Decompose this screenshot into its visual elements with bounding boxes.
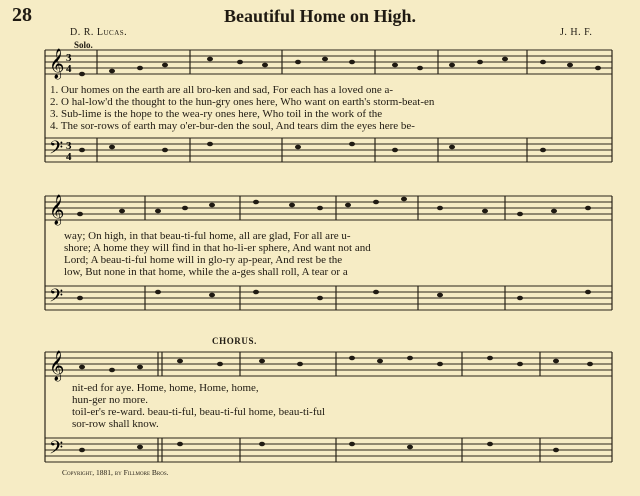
svg-text:𝄢: 𝄢 — [49, 138, 64, 163]
verse-3-line-2: Lord; A beau-ti-ful home will in glo-ry ap-pear, And rest be the — [64, 254, 343, 266]
svg-text:𝄢: 𝄢 — [49, 286, 64, 311]
verse-2-line-1: 2. O hal-low'd the thought to the hun-gry ones here, Who want on earth's storm-beat-en — [50, 96, 435, 108]
svg-text:𝄞: 𝄞 — [49, 351, 65, 381]
svg-text:3: 3 — [66, 52, 72, 64]
svg-text:4: 4 — [66, 63, 72, 75]
page-number: 28 — [12, 4, 32, 26]
verse-2-line-3: hun-ger no more. — [72, 394, 149, 406]
svg-text:3: 3 — [66, 140, 72, 152]
svg-text:𝄞: 𝄞 — [49, 49, 65, 79]
composer-credit: J. H. F. — [560, 27, 593, 38]
verse-4-line-1: 4. The sor-rows of earth may o'er-bur-den the soul, And tears dim the eyes here be- — [50, 120, 415, 132]
svg-text:4: 4 — [66, 151, 72, 163]
verse-1-line-3: nit-ed for aye. Home, home, Home, home, — [72, 382, 259, 394]
chorus-label: CHORUS. — [212, 336, 257, 346]
svg-text:𝄢: 𝄢 — [49, 438, 64, 463]
verse-3-line-1: 3. Sub-lime is the hope to the wea-ry ones here, Who toil in the work of the — [50, 108, 383, 120]
verse-1-line-2: way; On high, in that beau-ti-ful home, all are glad, For all are u- — [64, 230, 351, 242]
copyright-notice: Copyright, 1881, by Fillmore Bros. — [62, 468, 169, 477]
lyricist-credit: D. R. Lucas. — [70, 27, 128, 38]
verse-2-line-2: shore; A home they will find in that ho-li-er sphere, And want not and — [64, 242, 371, 254]
solo-label: Solo. — [74, 40, 93, 50]
verse-4-line-3: sor-row shall know. — [72, 418, 159, 430]
hymn-title: Beautiful Home on High. — [223, 6, 416, 26]
verse-1-line-1: 1. Our homes on the earth are all bro-ken and sad, For each has a loved one a- — [50, 84, 394, 96]
verse-4-line-2: low, But none in that home, while the a-ges shall roll, A tear or a — [64, 266, 348, 278]
verse-3-line-3: toil-er's re-ward. beau-ti-ful, beau-ti-ful home, beau-ti-ful — [72, 406, 326, 418]
svg-text:𝄞: 𝄞 — [49, 195, 65, 225]
